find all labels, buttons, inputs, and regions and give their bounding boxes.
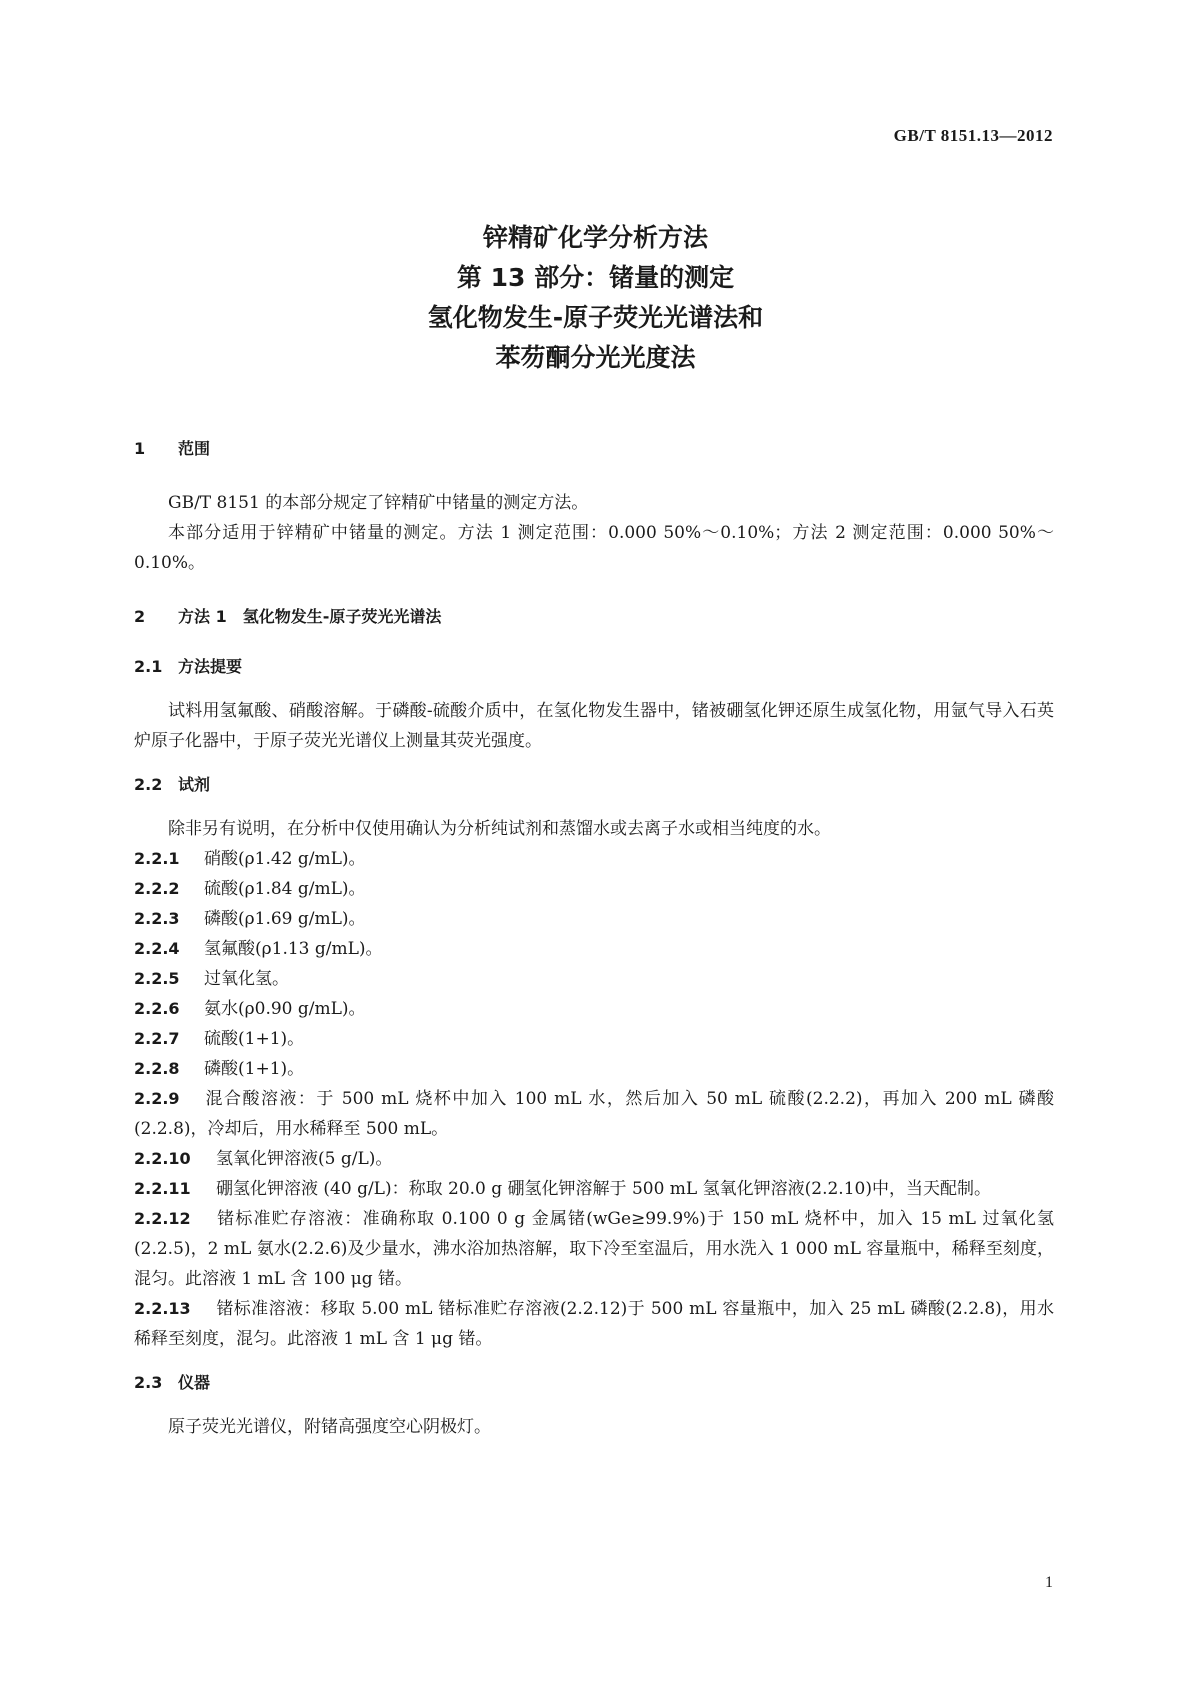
paragraph: 本部分适用于锌精矿中锗量的测定。方法 1 测定范围：0.000 50%～0.10%；方法 2 测定范围：0.000 50%～0.10%。 — [134, 523, 1054, 573]
reagent-item — [134, 844, 1054, 874]
reagent-number: 2.2.7 — [134, 1029, 180, 1048]
reagent-item — [134, 964, 1054, 994]
subsection-number: 2.1 — [134, 657, 163, 676]
reagent-text: 硫酸(ρ1.84 g/mL)。 — [204, 879, 366, 899]
reagent-text: 锗标准贮存溶液：准确称取 0.100 0 g 金属锗(wGe≥99.9%)于 150 mL 烧杯中，加入 15 mL 过氧化氢(2.2.5)，2 mL 氨水(2.2.6)及少量水，沸水浴加热溶解，取下冷至室温后，用水洗入 1 000 mL 容量瓶中，稀释至刻度，混匀。此溶液 1 mL 含 100 μg 锗。 — [134, 1209, 1054, 1289]
reagent-text: 硼氢化钾溶液 (40 g/L)：称取 20.0 g 硼氢化钾溶解于 500 mL 氢氧化钾溶液(2.2.10)中，当天配制。 — [216, 1179, 991, 1199]
reagent-item — [134, 934, 1054, 964]
reagent-list — [134, 844, 1054, 1354]
subsection-heading — [134, 1368, 1054, 1398]
reagent-text: 过氧化氢。 — [204, 969, 289, 989]
document-body — [134, 434, 1054, 1442]
reagent-text: 磷酸(1+1)。 — [204, 1059, 305, 1079]
reagent-number: 2.2.3 — [134, 909, 180, 928]
reagent-text: 氢氧化钾溶液(5 g/L)。 — [216, 1149, 393, 1169]
subsection-heading — [134, 770, 1054, 800]
paragraph: 试料用氢氟酸、硝酸溶解。于磷酸-硫酸介质中，在氢化物发生器中，锗被硼氢化钾还原生成氢化物，用氩气导入石英炉原子化器中，于原子荧光光谱仪上测量其荧光强度。 — [134, 701, 1054, 751]
subsection-number: 2.2 — [134, 775, 163, 794]
reagent-item — [134, 1174, 1054, 1204]
reagent-text: 锗标准溶液：移取 5.00 mL 锗标准贮存溶液(2.2.12)于 500 mL 容量瓶中，加入 25 mL 磷酸(2.2.8)，用水稀释至刻度，混匀。此溶液 1 mL 含 1 μg 锗。 — [134, 1299, 1054, 1349]
reagent-text: 氢氟酸(ρ1.13 g/mL)。 — [204, 939, 383, 959]
section-heading — [134, 602, 1054, 632]
standard-code: GB/T 8151.13—2012 — [893, 126, 1053, 145]
reagent-item — [134, 874, 1054, 904]
subsection-title: 方法提要 — [178, 657, 243, 676]
paragraph: GB/T 8151 的本部分规定了锌精矿中锗量的测定方法。 — [168, 493, 589, 513]
reagent-number: 2.2.5 — [134, 969, 180, 988]
reagent-text: 氨水(ρ0.90 g/mL)。 — [204, 999, 366, 1019]
reagent-text: 混合酸溶液：于 500 mL 烧杯中加入 100 mL 水，然后加入 50 mL 硫酸(2.2.2)，再加入 200 mL 磷酸 (2.2.8)，冷却后，用水稀释至 500 mL。 — [134, 1089, 1054, 1139]
title-line: 锌精矿化学分析方法 — [482, 223, 708, 252]
reagent-item — [134, 1294, 1054, 1354]
reagent-number: 2.2.2 — [134, 879, 180, 898]
title-line: 氢化物发生-原子荧光光谱法和 — [427, 303, 764, 332]
reagent-item — [134, 1084, 1054, 1144]
reagent-number: 2.2.8 — [134, 1059, 180, 1078]
reagent-text: 硝酸(ρ1.42 g/mL)。 — [204, 849, 366, 869]
section-title: 方法 1 氢化物发生-原子荧光光谱法 — [178, 607, 442, 626]
section-title: 范围 — [178, 439, 211, 458]
subsection-heading — [134, 652, 1054, 682]
reagent-number: 2.2.11 — [134, 1179, 191, 1198]
title-line: 第 13 部分：锗量的测定 — [456, 263, 735, 292]
reagent-number: 2.2.13 — [134, 1299, 191, 1318]
reagent-item — [134, 1144, 1054, 1174]
reagent-item — [134, 1204, 1054, 1294]
reagent-number: 2.2.12 — [134, 1209, 191, 1228]
subsection-number: 2.3 — [134, 1373, 163, 1392]
paragraph: 原子荧光光谱仪，附锗高强度空心阴极灯。 — [168, 1417, 491, 1437]
title-line: 苯芴酮分光光度法 — [495, 343, 696, 372]
section-number: 2 — [134, 607, 146, 626]
reagent-text: 硫酸(1+1)。 — [204, 1029, 305, 1049]
reagent-item — [134, 904, 1054, 934]
reagent-text: 磷酸(ρ1.69 g/mL)。 — [204, 909, 366, 929]
section-number: 1 — [134, 439, 146, 458]
subsection-title: 试剂 — [178, 775, 211, 794]
reagent-number: 2.2.1 — [134, 849, 180, 868]
reagent-number: 2.2.6 — [134, 999, 180, 1018]
reagent-item — [134, 1054, 1054, 1084]
subsection-title: 仪器 — [178, 1373, 211, 1392]
reagent-number: 2.2.9 — [134, 1089, 180, 1108]
reagent-item — [134, 1024, 1054, 1054]
reagent-number: 2.2.4 — [134, 939, 180, 958]
reagent-number: 2.2.10 — [134, 1149, 191, 1168]
page-number: 1 — [1045, 1574, 1053, 1591]
section-heading — [134, 434, 1054, 464]
paragraph: 除非另有说明，在分析中仅使用确认为分析纯试剂和蒸馏水或去离子水或相当纯度的水。 — [168, 819, 831, 839]
document-title — [0, 218, 1191, 378]
reagent-item — [134, 994, 1054, 1024]
